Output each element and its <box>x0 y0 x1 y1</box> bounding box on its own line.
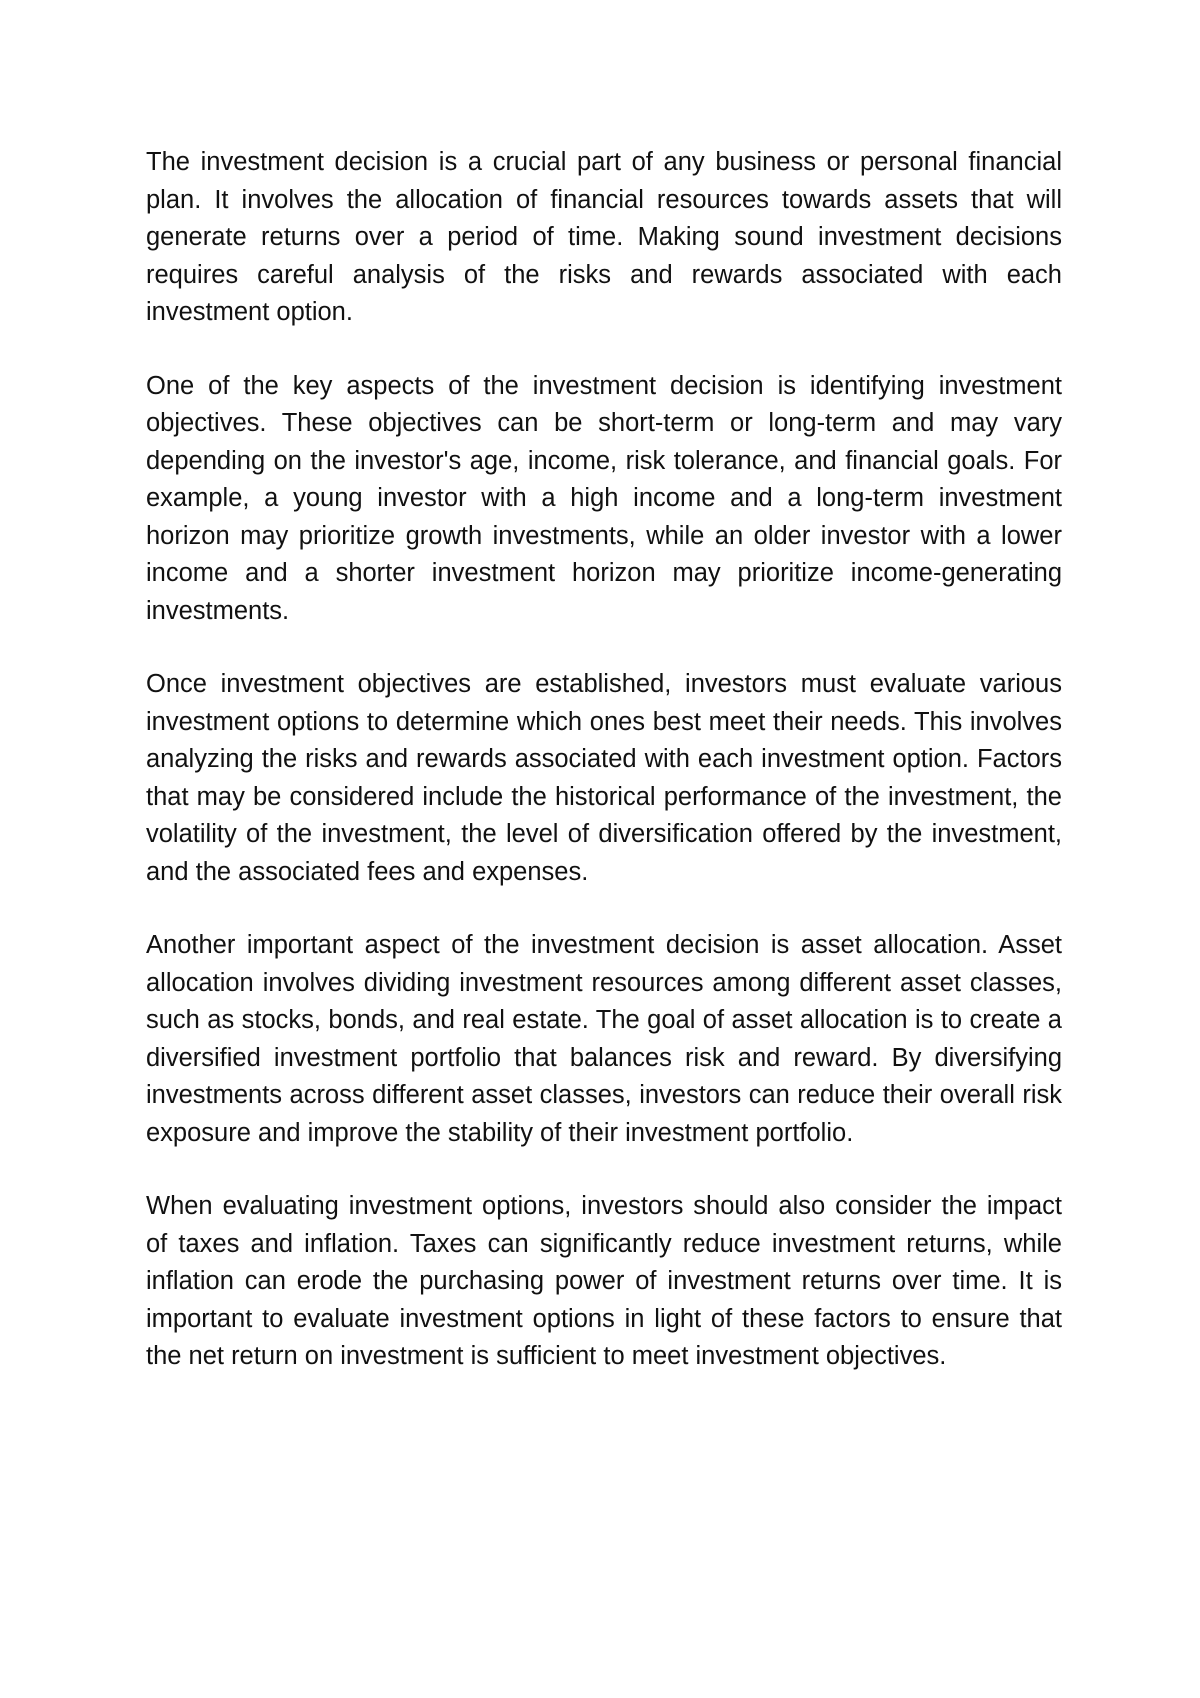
paragraph-evaluating-options: Once investment objectives are established, investors must evaluate various investment options to determine which ones best meet their needs. This involves analyzing the risks and rewards associated with each investment option. Factors that may be considered include the historical performance of the investment, the volatility of the investment, the level of diversification offered by the investment, and the associated fees and expenses. <box>146 670 1062 886</box>
paragraph-investment-objectives: One of the key aspects of the investment decision is identifying investment objectives. These objectives can be short-term or long-term and may vary depending on the investor's age, income, risk tolerance, and financial goals. For example, a young investor with a high income and a long-term investment horizon may prioritize growth investments, while an older investor with a lower income and a shorter investment horizon may prioritize income-generating investments. <box>146 371 1062 625</box>
paragraph-asset-allocation: Another important aspect of the investment decision is asset allocation. Asset allocation involves dividing investment resources among different asset classes, such as stocks, bonds, and real estate. The goal of asset allocation is to create a diversified investment portfolio that balances risk and reward. By diversifying investments across different asset classes, investors can reduce their overall risk exposure and improve the stability of their investment portfolio. <box>146 931 1062 1147</box>
paragraph-investment-decision: The investment decision is a crucial part of any business or personal financial plan. It involves the allocation of financial resources towards assets that will generate returns over a period of time. Making sound investment decisions requires careful analysis of the risks and rewards associated with each investment option. <box>146 148 1062 326</box>
paragraph-taxes-inflation: When evaluating investment options, investors should also consider the impact of taxes and inflation. Taxes can significantly reduce investment returns, while inflation can erode the purchasing power of investment returns over time. It is important to evaluate investment options in light of these factors to ensure that the net return on investment is sufficient to meet investment objectives. <box>146 1192 1062 1370</box>
document-body <box>146 144 1062 1376</box>
